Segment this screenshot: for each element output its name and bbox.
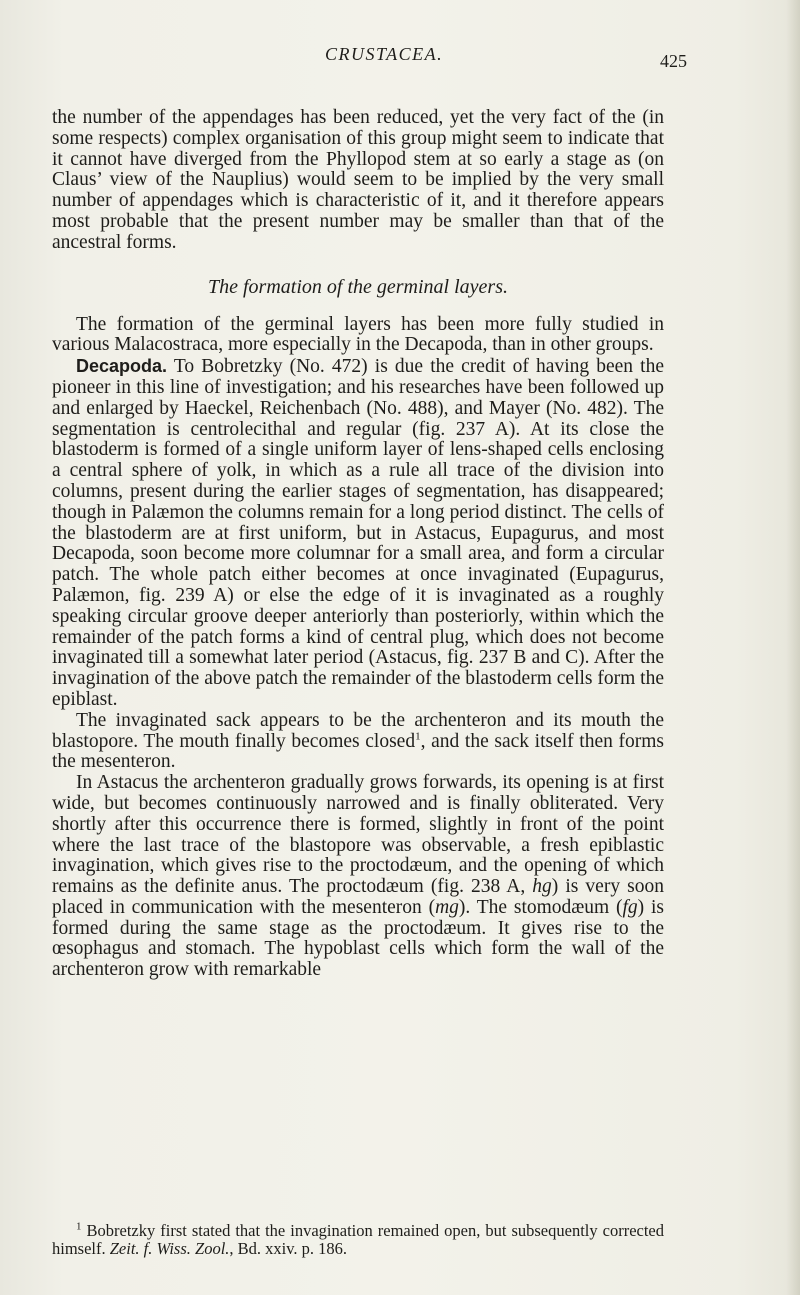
body-text [52, 108, 664, 981]
page-edge-shadow [786, 0, 800, 1295]
paragraph-archenteron [52, 711, 664, 773]
run-in-heading-decapoda: Decapoda. [76, 356, 168, 377]
paragraph-astacus-text-b: ) is very soon placed in communication with the mesenteron ( [52, 876, 664, 918]
paragraph-astacus-text-a: In Astacus the archenteron gradually grows forwards, its opening is at first wide, but becomes continuously narrowed and is finally obliterated. Very shortly after this occurrence there is formed, slightly in front of the point where the last trace of the blastopore was observable, a fresh epiblastic invagination, which gives rise to the proctodæum, and the opening of which remains as the definite anus. The proctodæum (fig. 238 A, [52, 772, 664, 898]
running-title: CRUSTACEA. [325, 44, 444, 64]
paragraph-germinal-layers: The formation of the germinal layers has been more fully studied in various Malacostraca, more especially in the Decapoda, than in other groups. [52, 313, 664, 356]
footnote-journal: Zeit. f. Wiss. Zool. [109, 1239, 230, 1258]
section-heading: The formation of the germinal layers. [208, 275, 508, 298]
paragraph-astacus [52, 773, 664, 981]
footnote-reference: 1 [415, 730, 421, 743]
paragraph-archenteron-text: The invaginated sack appears to be the archenteron and its mouth the blastopore. The mouth finally becomes closed [52, 709, 664, 752]
running-head [0, 44, 800, 71]
paragraph-continuation: the number of the appendages has been reduced, yet the very fact of the (in some respects) complex organisation of this group might seem to indicate that it cannot have diverged from the Phyllopod stem at so early a stage as (on Claus’ view of the Nauplius) would seem to be implied by the very small number of appendages which is characteristic of it, and it therefore appears most probable that the present number may be smaller than that of the ancestral forms. [52, 107, 664, 253]
label-mg: mg [435, 896, 459, 918]
footnote [52, 1222, 664, 1258]
paragraph-archenteron-end: , and the sack itself then forms the mesenteron. [52, 730, 665, 773]
label-fg: fg [622, 896, 638, 918]
paragraph-astacus-text-c: ). The stomodæum ( [458, 896, 623, 918]
footnote-number: 1 [76, 1220, 82, 1233]
label-hg: hg [532, 876, 552, 898]
paragraph-decapoda [52, 356, 664, 711]
paragraph-decapoda-text: To Bobretzky (No. 472) is due the credit of having been the pioneer in this line of investigation; and his researches have been followed up and enlarged by Haeckel, Reichenbach (No. 488), and Mayer (No. 482). The segmentation is centrolecithal and regular (fig. 237 A). At its close the blastoderm is formed of a single uniform layer of lens-shaped cells enclosing a central sphere of yolk, in which as a rule all trace of the division into columns, present during the earlier stages of segmentation, has disappeared; though in Palæmon the columns remain for a long period distinct. The cells of the blastoderm are at first uniform, but in Astacus, Eupagurus, and most Decapoda, soon become more columnar for a small area, and form a circular patch. The whole patch either becomes at once invaginated (Eupagurus, Palæmon, fig. 239 A) or else the edge of it is invaginated as a roughly speaking circular groove deeper anteriorly than posteriorly, within which the remainder of the patch forms a kind of central plug, which does not become invaginated till a somewhat later period (Astacus, fig. 237 B and C). After the invagination of the above patch the remainder of the blastoderm cells form the epiblast. [52, 356, 664, 710]
paragraph-astacus-text-d: ) is formed during the same stage as the proctodæum. It gives rise to the œsophagus and stomach. The hypoblast cells which form the wall of the archenteron grow with remarkable [52, 896, 664, 981]
page-number: 425 [660, 51, 687, 71]
footnote-text-a: Bobretzky first stated that the invagination remained open, but subsequently corrected himself. [52, 1221, 664, 1258]
footnote-text-b: , Bd. xxiv. p. 186. [229, 1239, 348, 1258]
footnote-block [52, 1222, 664, 1258]
